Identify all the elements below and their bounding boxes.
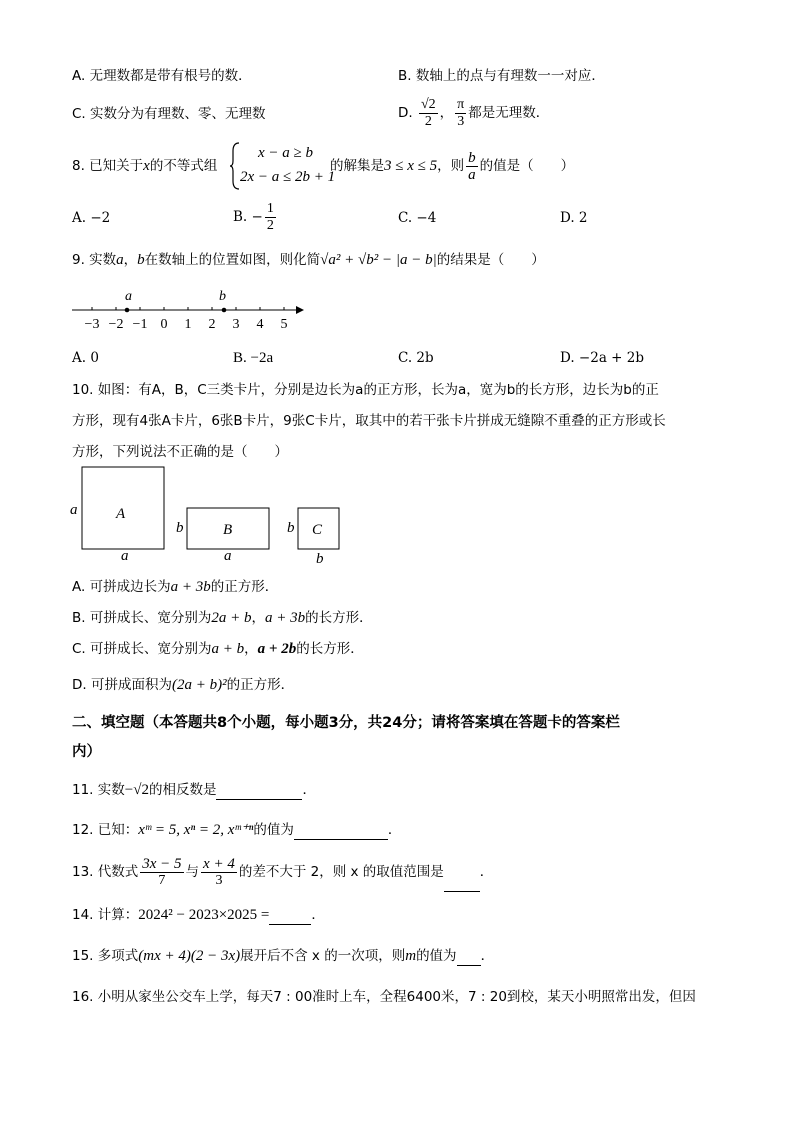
- q13-frac-2: $\frac{x + 4}{3}$: [203, 855, 235, 888]
- q14-answer-blank[interactable]: [269, 910, 311, 925]
- q9-stem: 9. 实数a，b在数轴上的位置如图，则化简√a² + √b² − |a − b|的结果是（ ）: [72, 252, 545, 268]
- q10-option-a: A. 可拼成边长为a + 3b的正方形．: [72, 579, 279, 595]
- q7-option-d: D. $\frac{√2}{2}$ ， $\frac{\pi}{3}$ 都是无理数．: [398, 96, 550, 129]
- q10-card-c-label: C: [312, 522, 323, 538]
- q10-stem-line1: 10. 如图：有A，B，C三类卡片，分别是边长为a的正方形，长为a，宽为b的长方形，边长为b的正: [72, 382, 659, 398]
- q9-point-b: [222, 308, 227, 313]
- q10-card-c-bottom: b: [316, 551, 324, 567]
- q9-tick-label: 1: [184, 317, 192, 332]
- q10-option-b: B. 可拼成长、宽分别为2a + b，a + 3b的长方形．: [72, 610, 373, 626]
- q10-stem-line2: 方形，现有4张A卡片，6张B卡片，9张C卡片，取其中的若干张卡片拼成无缝隙不重叠的正方形或长: [72, 413, 666, 429]
- q15-answer-blank[interactable]: [457, 951, 481, 966]
- q10-card-a-bottom: a: [121, 548, 129, 564]
- q8-stem-part2: 的解集是3 ≤ x ≤ 5，则 $\frac{b}{a}$ 的值是（ ）: [330, 149, 575, 183]
- q11-answer-blank[interactable]: [216, 785, 302, 800]
- q10-card-a-side: a: [70, 502, 78, 518]
- q8-option-b: B. − $\frac{1}{2}$: [233, 201, 274, 233]
- q9-number-line: [70, 286, 310, 334]
- q7-option-a: A. 无理数都是带有根号的数．: [72, 68, 252, 84]
- q13-answer-blank[interactable]: [444, 877, 480, 892]
- q7-frac-sqrt2-over-2: $\frac{√2}{2}$: [420, 96, 436, 129]
- q10-card-c-side: b: [287, 520, 295, 536]
- q10-card-b-bottom: a: [224, 548, 232, 564]
- q15: 15. 多项式(mx + 4)(2 − 3x)展开后不含 x 的一次项，则m的值为 ．: [72, 948, 495, 964]
- q9-label-b: b: [219, 289, 226, 304]
- q9-option-d: D. −2a + 2b: [560, 350, 644, 366]
- q10-option-c: C. 可拼成长、宽分别为a + b，a + 2b的长方形．: [72, 641, 364, 657]
- q7-frac-pi-over-3: $\frac{\pi}{3}$: [457, 96, 465, 129]
- q9-tick-label: 2: [208, 317, 216, 332]
- q10-card-a-label: A: [116, 506, 126, 522]
- q8-frac-b-over-a: $\frac{b}{a}$: [468, 149, 476, 183]
- section-2-heading-line2: 内）: [72, 744, 101, 760]
- q10-card-figure: [66, 464, 356, 568]
- q12: 12. 已知：xᵐ = 5, xⁿ = 2, xᵐ⁺ⁿ的值为 ．: [72, 822, 402, 838]
- q16-stem-line1: 16. 小明从家坐公交车上学，每天7 : 00准时上车，全程6400米，7 : 20到校，某天小明照常出发，但因: [72, 989, 696, 1005]
- q14: 14. 计算：2024² − 2023×2025 = ．: [72, 907, 325, 923]
- q8-inequality-2: 2x − a ≤ 2b + 1: [240, 169, 336, 185]
- q9-tick-label: 3: [232, 317, 240, 332]
- q10-card-b-side: b: [176, 520, 184, 536]
- q9-point-a: [125, 308, 130, 313]
- q8-frac-one-half: $\frac{1}{2}$: [266, 201, 274, 233]
- q9-tick-label: −1: [132, 317, 148, 332]
- q9-label-a: a: [125, 289, 132, 304]
- q12-answer-blank[interactable]: [294, 825, 388, 840]
- q8-option-a: A. −2: [72, 210, 111, 226]
- q10-option-d: D. 可拼成面积为(2a + b)²的正方形．: [72, 677, 295, 693]
- q9-axis-arrow-icon: [296, 306, 304, 314]
- q11: 11. 实数−√2的相反数是 ．: [72, 782, 316, 798]
- q10-stem-line3: 方形，下列说法不正确的是（ ）: [72, 444, 288, 460]
- q13-frac-1: $\frac{3x - 5}{7}$: [142, 855, 182, 888]
- q8-option-d: D. 2: [560, 210, 588, 226]
- q7-option-c: C. 实数分为有理数、零、无理数: [72, 106, 266, 122]
- q9-option-a: A. 0: [72, 350, 99, 366]
- q8-option-c: C. −4: [398, 210, 437, 226]
- q9-tick-label: 4: [256, 317, 264, 332]
- q10-card-b-label: B: [223, 522, 233, 538]
- q8-stem-part1: 8. 已知关于x的不等式组: [72, 158, 218, 174]
- section-2-heading-line1: 二、填空题（本答题共8个小题，每小题3分，共24分；请将答案填在答题卡的答案栏: [72, 715, 620, 731]
- q8-inequality-1: x − a ≥ b: [258, 145, 314, 161]
- q9-option-c: C. 2b: [398, 350, 434, 366]
- q9-tick-label: 5: [280, 317, 288, 332]
- q9-option-b: B. −2a: [233, 350, 274, 366]
- q9-tick-label: −2: [108, 317, 124, 332]
- q7-option-d-label: D.: [398, 105, 413, 121]
- q9-tick-label: −3: [84, 317, 100, 332]
- q13: 13. 代数式 $\frac{3x - 5}{7}$ 与 $\frac{x + 4}{3}$ 的差不大于 2，则 x 的取值范围是 ．: [72, 852, 493, 892]
- q7-option-b: B. 数轴上的点与有理数一一对应．: [398, 68, 605, 84]
- q9-tick-label: 0: [160, 317, 168, 332]
